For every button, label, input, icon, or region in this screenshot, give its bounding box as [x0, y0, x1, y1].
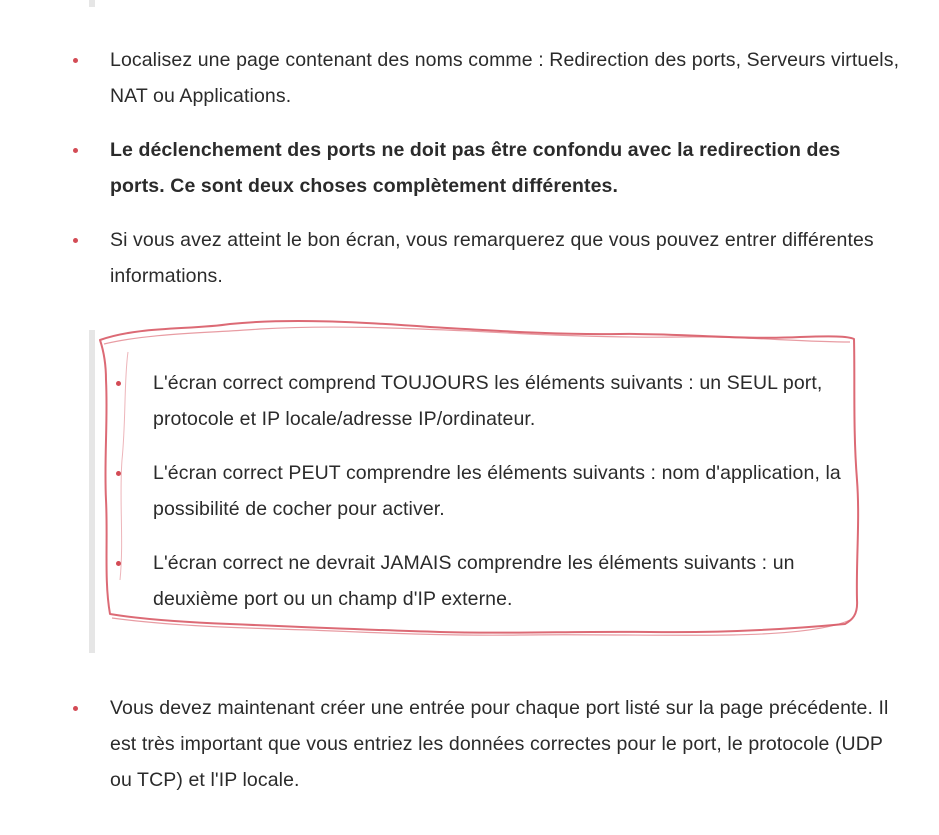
list-item-text: Localisez une page contenant des noms comme : Redirection des ports, Serveurs virtuels, NAT ou Applications.: [110, 49, 900, 107]
bullet-dot-icon: [116, 381, 121, 386]
bullet-dot-icon: [73, 238, 78, 243]
bullet-dot-icon: [116, 471, 121, 476]
blockquote-bar-top: [89, 0, 95, 7]
list-item-text: Si vous avez atteint le bon écran, vous remarquerez que vous pouvez entrer différentes informations.: [110, 229, 874, 287]
bullet-dot-icon: [73, 148, 78, 153]
bullet-dot-icon: [116, 561, 121, 566]
list-item-text: Le déclenchement des ports ne doit pas être confondu avec la redirection des ports. Ce sont deux choses complètement différentes.: [110, 139, 841, 197]
quote-item-text: L'écran correct ne devrait JAMAIS comprendre les éléments suivants : un deuxième port ou un champ d'IP externe.: [153, 552, 795, 610]
list-item-text: Vous devez maintenant créer une entrée pour chaque port listé sur la page précédente. Il est très important que vous entriez les données correctes pour le port, le protocole (UDP ou TCP) et l'IP locale.: [110, 697, 889, 791]
quote-item-text: L'écran correct comprend TOUJOURS les éléments suivants : un SEUL port, protocole et IP locale/adresse IP/ordinateur.: [153, 372, 823, 430]
bullet-dot-icon: [73, 58, 78, 63]
quote-item-text: L'écran correct PEUT comprendre les éléments suivants : nom d'application, la possibilité de cocher pour activer.: [153, 462, 841, 520]
blockquote-bar: [89, 330, 95, 653]
bullet-dot-icon: [73, 706, 78, 711]
